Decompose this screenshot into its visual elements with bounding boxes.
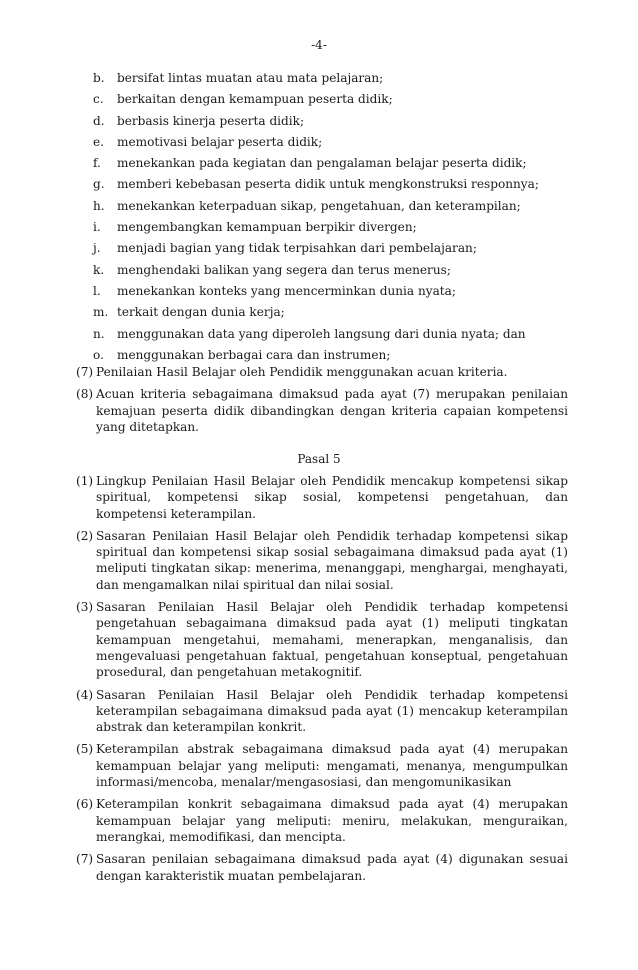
- ayat-text: Penilaian Hasil Belajar oleh Pendidik menggunakan acuan kriteria.: [96, 365, 508, 379]
- ayat-text: Sasaran penilaian sebagaimana dimaksud pada ayat (4) digunakan sesuai dengan karakteristik muatan pembelajaran.: [96, 852, 568, 883]
- ayat-item: [76, 796, 568, 845]
- ayat-text: Acuan kriteria sebagaimana dimaksud pada ayat (7) merupakan penilaian kemajuan peserta didik dibandingkan dengan kriteria capaian kompetensi yang ditetapkan.: [96, 387, 568, 434]
- list-item-letter: o.: [93, 347, 104, 362]
- list-item-text: memotivasi belajar peserta didik;: [117, 134, 323, 149]
- list-item: [93, 68, 568, 89]
- ayat-text: Keterampilan konkrit sebagaimana dimaksud pada ayat (4) merupakan kemampuan belajar yang meliputi: meniru, melakukan, menguraikan, merangkai, memodifikasi, dan mencipta.: [96, 797, 568, 844]
- list-item-text: terkait dengan dunia kerja;: [117, 305, 285, 320]
- ayat-item: [76, 599, 568, 680]
- list-item-letter: b.: [93, 71, 105, 85]
- ayat-number: (4): [76, 687, 94, 702]
- ayat-item: [76, 386, 568, 435]
- list-item: [93, 174, 568, 195]
- list-item-letter: i.: [93, 220, 101, 235]
- list-item: [93, 132, 568, 153]
- section-heading: Pasal 5: [297, 452, 341, 466]
- list-item-text: menekankan pada kegiatan dan pengalaman belajar peserta didik;: [117, 156, 527, 171]
- ayat-text: Sasaran Penilaian Hasil Belajar oleh Pendidik terhadap kompetensi keterampilan sebagaimana dimaksud pada ayat (1) mencakup keterampilan abstrak dan keterampilan konkrit.: [96, 687, 568, 735]
- list-item-text: berbasis kinerja peserta didik;: [117, 113, 305, 128]
- ayat-number: (7): [76, 365, 94, 379]
- list-item-letter: g.: [93, 177, 105, 192]
- list-item: [93, 302, 568, 323]
- list-item: [93, 345, 568, 366]
- list-item-text: mengembangkan kemampuan berpikir divergen;: [117, 220, 417, 235]
- list-item-text: menggunakan berbagai cara dan instrumen;: [117, 347, 391, 362]
- ayat-text: Sasaran Penilaian Hasil Belajar oleh Pendidik terhadap kompetensi sikap spiritual dan kompetensi sikap sosial sebagaimana dimaksud pada ayat (1) meliputi tingkatan sikap: menerima, menanggapi, menghargai, menghayati, dan mengamalkan nilai spiritual dan nilai sosial.: [96, 528, 568, 592]
- list-item: [93, 324, 568, 345]
- ayat-item: [76, 528, 568, 593]
- list-item: [93, 111, 568, 132]
- list-item: [93, 238, 568, 259]
- ayat-number: (3): [76, 600, 94, 615]
- list-item: [93, 89, 568, 110]
- list-item-letter: e.: [93, 134, 105, 149]
- list-item: [93, 281, 568, 302]
- list-item-text: menggunakan data yang diperoleh langsung dari dunia nyata; dan: [117, 326, 526, 341]
- criteria-list: [93, 68, 568, 366]
- ayat-item: [76, 364, 568, 380]
- ayat-text: Lingkup Penilaian Hasil Belajar oleh Pendidik mencakup kompetensi sikap spiritual, kompetensi sikap sosial, kompetensi pengetahuan, dan kompetensi keterampilan.: [96, 474, 568, 521]
- list-item-letter: f.: [93, 156, 101, 171]
- ayat-number: (8): [76, 387, 94, 402]
- pasal5-ayat-list: [76, 473, 568, 890]
- ayat-number: (6): [76, 797, 94, 812]
- ayat-text: Sasaran Penilaian Hasil Belajar oleh Pendidik terhadap kompetensi pengetahuan sebagaimana dimaksud pada ayat (1) meliputi tingkatan kemampuan mengetahui, memahami, menerapkan, menganalisis, dan mengevaluasi pengetahuan faktual, pengetahuan konseptual, pengetahuan prosedural, dan pengetahuan metakognitif.: [96, 600, 568, 680]
- list-item-letter: h.: [93, 198, 105, 213]
- list-item-text: memberi kebebasan peserta didik untuk mengkonstruksi responnya;: [117, 177, 539, 192]
- ayat-number: (1): [76, 474, 94, 488]
- list-item-text: menekankan konteks yang mencerminkan dunia nyata;: [117, 283, 456, 298]
- ayat-item: [76, 687, 568, 736]
- list-item-letter: l.: [93, 283, 101, 298]
- list-item-text: bersifat lintas muatan atau mata pelajaran;: [117, 71, 384, 85]
- list-item-letter: k.: [93, 262, 105, 277]
- list-item: [93, 196, 568, 217]
- ayat-item: [76, 741, 568, 790]
- list-item: [93, 217, 568, 238]
- list-item-letter: n.: [93, 326, 105, 341]
- ayat-item: [76, 851, 568, 884]
- pasal4-tail: [76, 364, 568, 441]
- list-item: [93, 153, 568, 174]
- list-item-text: berkaitan dengan kemampuan peserta didik;: [117, 92, 393, 107]
- list-item-letter: c.: [93, 92, 104, 107]
- list-item-text: menekankan keterpaduan sikap, pengetahuan, dan keterampilan;: [117, 198, 521, 213]
- list-item-letter: j.: [93, 241, 101, 256]
- list-item: [93, 260, 568, 281]
- ayat-item: [76, 473, 568, 522]
- list-item-letter: d.: [93, 113, 105, 128]
- page-number: -4-: [311, 38, 327, 52]
- list-item-text: menghendaki balikan yang segera dan terus menerus;: [117, 262, 451, 277]
- list-item-text: menjadi bagian yang tidak terpisahkan dari pembelajaran;: [117, 241, 477, 256]
- ayat-number: (7): [76, 852, 94, 867]
- ayat-text: Keterampilan abstrak sebagaimana dimaksud pada ayat (4) merupakan kemampuan belajar yang meliputi: mengamati, menanya, mengumpulkan informasi/mencoba, menalar/mengasosiasi, dan mengomunikasikan: [96, 742, 568, 790]
- ayat-number: (2): [76, 528, 94, 543]
- ayat-number: (5): [76, 742, 94, 757]
- list-item-letter: m.: [93, 305, 109, 320]
